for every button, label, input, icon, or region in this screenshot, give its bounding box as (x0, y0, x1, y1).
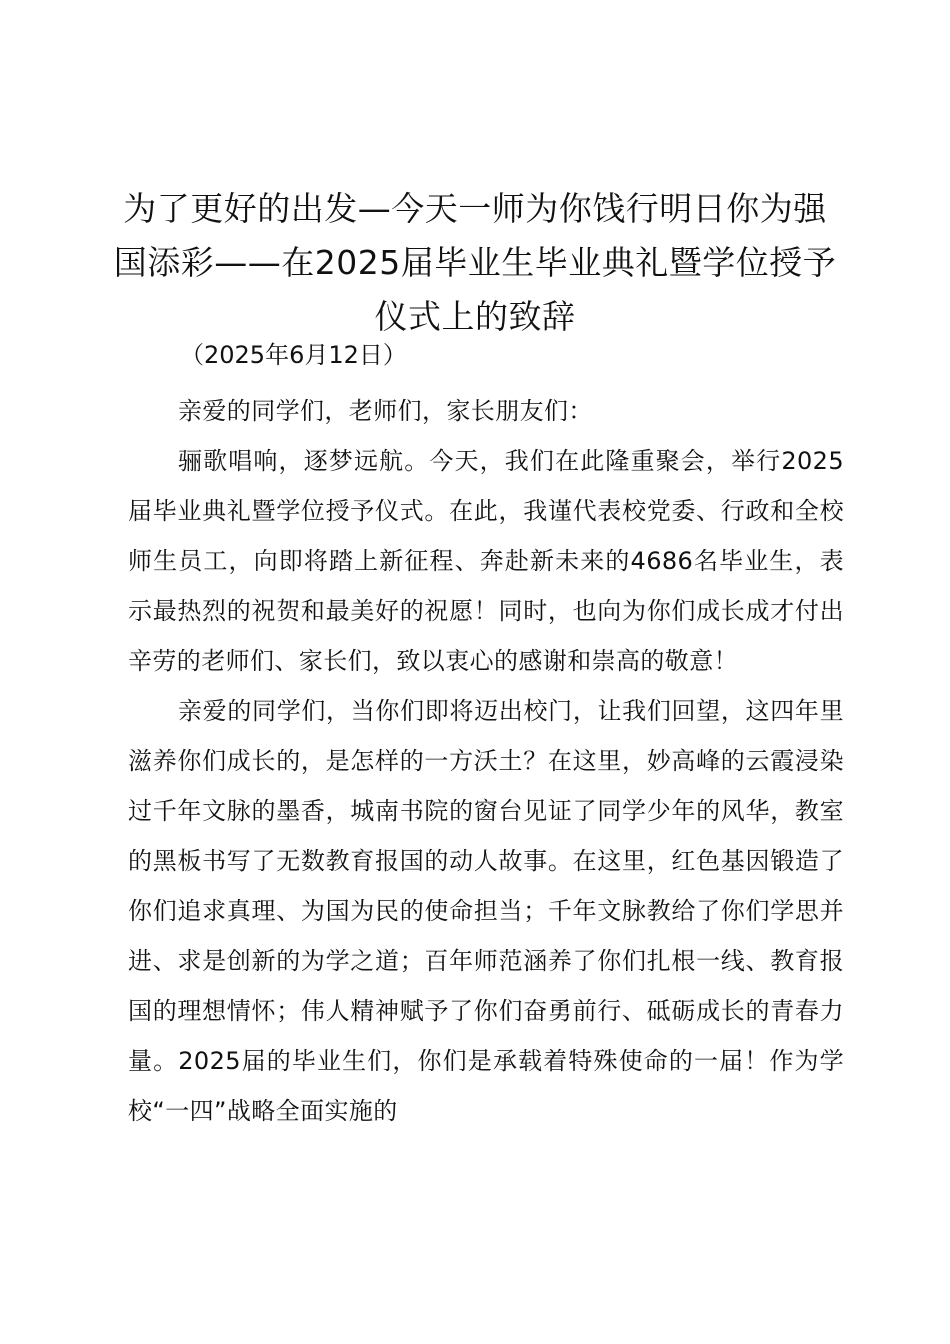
paragraph-1: 骊歌唱响，逐梦远航。今天，我们在此隆重聚会，举行2025届毕业典礼暨学位授予仪式。在此，我谨代表校党委、行政和全校师生员工，向即将踏上新征程、奔赴新未来的4686名毕业生，表示最热烈的祝贺和最美好的祝愿！同时，也向为你们成长成才付出辛劳的老师们、家长们，致以衷心的感谢和崇高的敬意！ (128, 447, 844, 675)
document-body (128, 386, 844, 1136)
salutation: 亲爱的同学们，老师们，家长朋友们： (178, 397, 593, 425)
document-title: 为了更好的出发—今天一师为你饯行明日你为强国添彩——在2025届毕业生毕业典礼暨学位授予仪式上的致辞 (113, 189, 837, 336)
document-date: （2025年6月12日） (180, 341, 407, 369)
paragraph-2: 亲爱的同学们，当你们即将迈出校门，让我们回望，这四年里滋养你们成长的，是怎样的一方沃土？在这里，妙高峰的云霞浸染过千年文脉的墨香，城南书院的窗台见证了同学少年的风华，教室的黑板书写了无数教育报国的动人故事。在这里，红色基因锻造了你们追求真理、为国为民的使命担当；千年文脉教给了你们学思并进、求是创新的为学之道；百年师范涵养了你们扎根一线、教育报国的理想情怀；伟人精神赋予了你们奋勇前行、砥砺成长的青春力量。2025届的毕业生们，你们是承载着特殊使命的一届！作为学校“一四”战略全面实施的 (128, 697, 844, 1125)
